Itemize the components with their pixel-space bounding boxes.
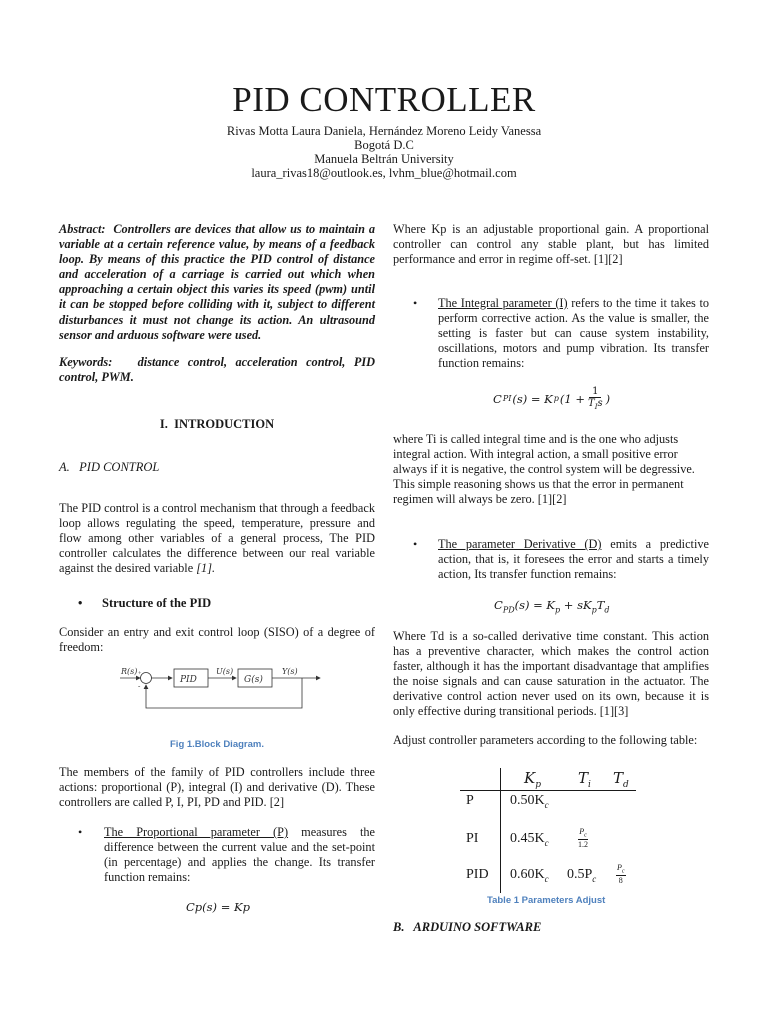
figure-caption: Fig 1.Block Diagram.	[170, 739, 264, 750]
eq-pi-den-sub: I	[594, 403, 598, 411]
summing-junction	[141, 673, 152, 684]
eq-pd-plus: + sK	[560, 598, 592, 612]
bullet-derivative	[393, 537, 709, 582]
header-td-t: T	[613, 769, 624, 787]
header-kp-sub: p	[535, 780, 541, 790]
equation-pi	[493, 386, 610, 411]
header-td-sub: d	[623, 780, 629, 790]
family-paragraph: The members of the family of PID controllers include three actions: proportional (P), integral (I) and derivative (D). These controllers are called P, I, PI, PD and PID. [2]	[59, 765, 375, 810]
keywords	[59, 355, 375, 385]
row-pi-ti-num	[578, 827, 588, 840]
eq-pi-kp-sub: p	[553, 394, 559, 403]
label-u: U(s)	[216, 667, 234, 676]
subsection-heading-pid-control	[59, 460, 159, 475]
row-p-kp	[510, 793, 549, 810]
header-td	[613, 769, 629, 790]
eq-pi-open: (1 +	[559, 391, 586, 406]
feedback-path	[146, 678, 302, 708]
eq-pi-den-s: s	[597, 398, 603, 409]
equation-pd	[494, 598, 610, 614]
row-pid-kp	[510, 867, 549, 884]
keywords-label: Keywords:	[59, 355, 113, 369]
eq-pd-kp-sub: p	[555, 605, 561, 615]
table-vline	[500, 768, 501, 893]
section-heading-introduction	[59, 417, 375, 432]
header-kp-k: K	[524, 769, 536, 787]
eq-pi-close: )	[605, 391, 611, 406]
row-name-pid: PID	[466, 867, 489, 882]
row-pid-kp-sub: c	[544, 873, 549, 884]
td-paragraph: Where Td is a so-called derivative time constant. This action has a preventive character, which makes the control action faster, although it has the important disadvantage that amplifies the noise signals and can cause saturation in the actuator. The derivative control action never used on its own, because it is only effective during transitional periods. [1][3]	[393, 629, 709, 719]
eq-pi-fraction	[588, 386, 603, 411]
bullet-dot: •	[78, 825, 83, 839]
integral-label: The Integral parameter (I)	[438, 296, 568, 310]
subsection-b-title: ARDUINO SOFTWARE	[413, 920, 542, 934]
row-pid-td-den: 8	[618, 875, 623, 885]
eq-pi-num: 1	[589, 386, 601, 398]
location-line: Bogotá D.C	[354, 138, 414, 152]
paper-title: PID CONTROLLER	[232, 80, 536, 119]
bullet-integral	[393, 296, 709, 371]
eq-pi-den-t: T	[588, 398, 595, 409]
eq-pi-c: C	[493, 391, 502, 406]
siso-paragraph: Consider an entry and exit control loop (SISO) of a degree of freedom:	[59, 625, 375, 655]
kp-paragraph: Where Kp is an adjustable proportional gain. A proportional controller can control any stable plant, but has limited performance and error in regime off-set. [1][2]	[393, 222, 709, 267]
intro-reference: [1].	[196, 561, 216, 576]
eq-pi-rest: (s) = K	[512, 391, 553, 406]
header-ti-t: T	[578, 769, 589, 787]
bullet-dot: •	[413, 296, 418, 310]
parameters-table	[460, 768, 640, 893]
eq-pd-t-sub: d	[604, 605, 610, 615]
bullet-structure-text: Structure of the PID	[102, 596, 212, 610]
table-caption: Table 1 Parameters Adjust	[487, 895, 606, 906]
subsection-title: PID CONTROL	[79, 460, 160, 474]
proportional-label: The Proportional parameter (P)	[104, 825, 289, 839]
intro-text: The PID control is a control mechanism that through a feedback loop allows regulating the speed, temperature, pressure and flow among other variables of a general process, The PID controller calculates the difference between our real variable against the desired variable	[59, 501, 375, 576]
bullet-dot: •	[413, 537, 418, 551]
row-pid-ti	[567, 867, 596, 884]
row-pid-kp-val: 0.60K	[510, 867, 545, 882]
row-pi-ti-num-sub: c	[584, 832, 587, 839]
label-minus: -	[138, 682, 141, 690]
header-kp	[524, 769, 541, 790]
eq-pd-kp-sub2: p	[591, 605, 597, 615]
header-ti	[578, 769, 591, 790]
row-pid-td-num-sub: c	[621, 868, 625, 875]
university-line: Manuela Beltrán University	[314, 152, 454, 166]
row-p-kp-val: 0.50K	[510, 793, 545, 808]
eq-pd-t: T	[596, 598, 605, 612]
label-plus: +	[138, 671, 142, 677]
authors-line: Rivas Motta Laura Daniela, Hernández Moreno Leidy Vanessa	[226, 124, 542, 138]
eq-pi-sub: PI	[502, 394, 512, 403]
bullet-proportional-text	[104, 825, 375, 885]
bullet-dot: •	[78, 596, 83, 610]
block-diagram-svg	[110, 664, 330, 726]
equation-cp: Cp(s) = Kp	[186, 900, 250, 914]
abstract-text: Controllers are devices that allow us to maintain a variable at a certain reference value, by means of a feedback loop. By means of this practice the PID control of distance and acceleration of a carriage is carried out which when approaching a certain object this varies its speed (pwm) until it can be stopped before colliding with it, subject to different disturbances it must not change its action. An ultrasound sensor and arduous software were used.	[59, 222, 375, 342]
abstract-label: Abstract:	[59, 222, 106, 236]
intro-paragraph	[59, 501, 375, 576]
label-g: G(s)	[244, 675, 263, 685]
row-pi-ti-den: 1.2	[578, 839, 588, 849]
subsection-heading-arduino	[393, 920, 541, 935]
eq-pd-mid: (s) = K	[514, 598, 556, 612]
row-pid-ti-sub: c	[592, 873, 597, 884]
ti-paragraph: where Ti is called integral time and is the one who adjusts integral action. With integral action, a small positive error always if it is negative, the control system will be degressive. This simple reasoning shows us that the error in permanent regimen will always be zero. [1][2]	[393, 432, 695, 507]
eq-pd-c-sub: PD	[502, 605, 515, 615]
subsection-letter: A.	[59, 460, 70, 474]
row-name-p: P	[466, 793, 474, 808]
emails-line: laura_rivas18@outlook.es, lvhm_blue@hotmail.com	[251, 166, 517, 180]
eq-pd-c: C	[494, 598, 503, 612]
row-name-pi: PI	[466, 831, 479, 846]
block-diagram	[110, 664, 330, 726]
row-pid-td-num	[616, 863, 626, 876]
row-pi-kp-val: 0.45K	[510, 831, 545, 846]
row-pid-td-num-p: P	[617, 863, 622, 872]
keywords-text: distance control, acceleration control, PID control, PWM.	[59, 355, 375, 385]
section-title: INTRODUCTION	[174, 417, 275, 431]
derivative-text: emits a predictive action, that is, it foresees the error and starts a timely action, Its transfer function remains:	[438, 537, 709, 582]
proportional-text: measures the difference between the current value and the set-point (in percentage) and applies the change. Its transfer function remains:	[104, 825, 376, 885]
row-pi-ti-num-p: P	[579, 827, 585, 836]
header-ti-sub: i	[588, 780, 591, 790]
integral-text: refers to the time it takes to perform corrective action. As the value is smaller, the setting is faster but can cause system instability, oscillations, motors and pump vibration. Its transfer function remains:	[438, 296, 710, 371]
eq-pi-den	[588, 398, 603, 411]
row-pi-kp	[510, 831, 549, 848]
subsection-b-letter: B.	[393, 920, 405, 934]
table-hline	[460, 790, 636, 791]
abstract	[59, 222, 375, 343]
derivative-label: The parameter Derivative (D)	[438, 537, 602, 551]
bullet-derivative-text	[438, 537, 709, 582]
row-p-kp-sub: c	[544, 799, 549, 810]
row-pid-ti-val: 0.5P	[567, 867, 593, 882]
label-pid: PID	[180, 675, 197, 685]
label-r: R(s)	[121, 667, 138, 676]
row-pi-kp-sub: c	[544, 837, 549, 848]
label-y: Y(s)	[282, 667, 298, 676]
adjust-paragraph: Adjust controller parameters according to the following table:	[393, 733, 698, 747]
bullet-proportional	[59, 825, 375, 885]
row-pid-td	[616, 863, 626, 885]
bullet-integral-text	[438, 296, 709, 371]
row-pi-ti	[578, 827, 588, 849]
section-number: I.	[159, 417, 168, 431]
